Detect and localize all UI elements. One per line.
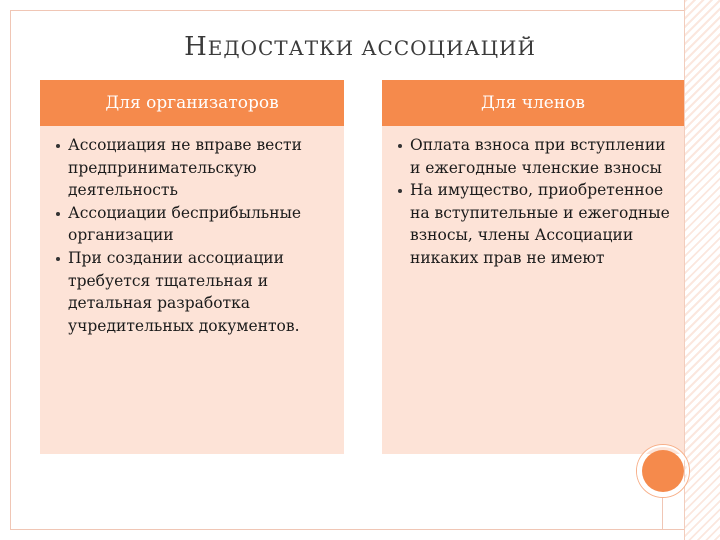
title-rest: ЕДОСТАТКИ АССОЦИАЦИЙ [207,36,536,60]
bullet-list [54,134,334,337]
slide-title [0,32,720,62]
decorative-circle [642,450,684,492]
list-item: Оплата взноса при вступлении и ежегодные членские взносы [396,134,674,179]
decorative-line [662,497,663,530]
column-header: Для членов [382,80,684,126]
column-body [382,126,684,454]
list-item: При создании ассоциации требуется тщательная и детальная разработка учредительных документов. [54,247,334,337]
title-initial: Н [184,32,208,62]
list-item: Ассоциации бесприбыльные организации [54,202,334,247]
bullet-list [396,134,674,270]
column-header: Для организаторов [40,80,344,126]
column-members [382,80,684,454]
list-item: На имущество, приобретенное на вступительные и ежегодные взносы, члены Ассоциации никаких прав не имеют [396,179,674,269]
column-organizers [40,80,344,454]
decorative-stripe [684,0,720,540]
column-body [40,126,344,454]
list-item: Ассоциация не вправе вести предпринимательскую деятельность [54,134,334,202]
